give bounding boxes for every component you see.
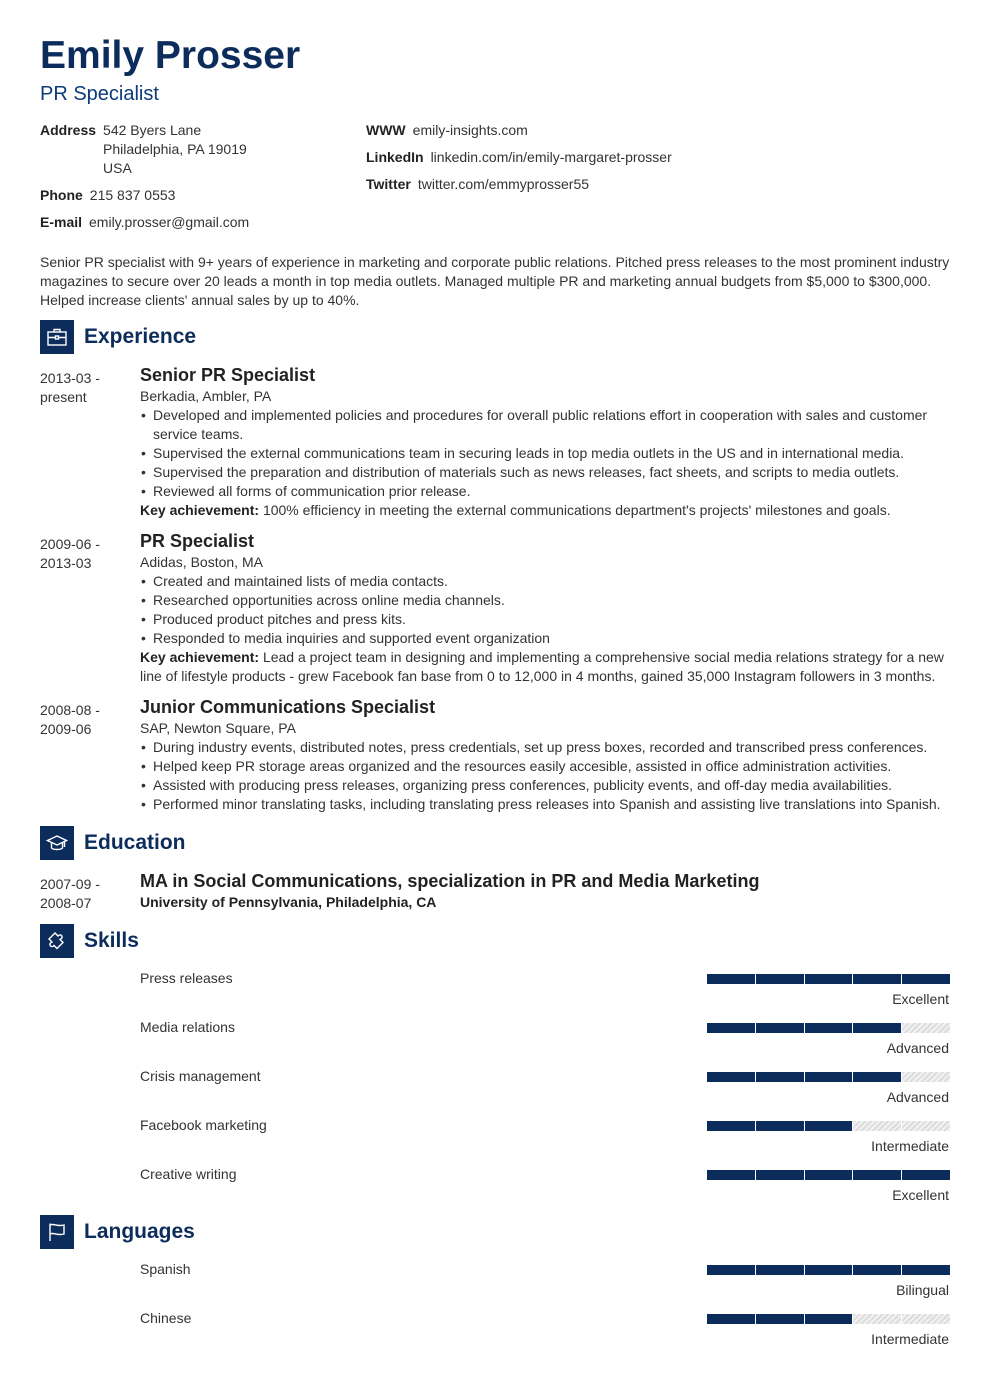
rating-segment-filled [805, 974, 853, 984]
skills-header [40, 924, 139, 958]
rating-bar [707, 1314, 950, 1324]
duty-item: • Researched opportunities across online media channels. [140, 591, 952, 610]
date-end: 2009-06 [40, 721, 92, 737]
skill-name: Media relations [140, 1019, 235, 1035]
key-achievement [140, 501, 952, 520]
duty-item: • Created and maintained lists of media contacts. [140, 572, 952, 591]
www-row [366, 121, 846, 140]
date-start: 2008-08 - [40, 702, 100, 718]
entry-body [140, 871, 952, 912]
rating-segment-empty [853, 1314, 901, 1324]
rating-segment-filled [756, 1170, 804, 1180]
rating-bar [707, 1072, 950, 1082]
duty-item: • Developed and implemented policies and procedures for overall public relations effort in cooperation with sales and customer service teams. [140, 406, 952, 444]
rating-segment-filled [707, 1265, 755, 1275]
graduation-cap-icon [40, 826, 74, 860]
rating-segment-filled [805, 1121, 853, 1131]
linkedin-row [366, 148, 846, 167]
job-title: PR Specialist [40, 83, 159, 105]
rating-segment-filled [805, 1170, 853, 1180]
entry-body [140, 531, 952, 686]
rating-segment-filled [756, 1265, 804, 1275]
languages-title: Languages [84, 1220, 195, 1243]
rating-segment-filled [707, 1072, 755, 1082]
phone-value: 215 837 0553 [89, 187, 176, 203]
rating-segment-filled [902, 1265, 950, 1275]
address-label: Address [40, 122, 97, 138]
candidate-name: Emily Prosser [40, 34, 301, 77]
entry-date [40, 535, 130, 573]
employer: Adidas, Boston, MA [140, 554, 263, 570]
twitter-value[interactable]: twitter.com/emmyprosser55 [417, 176, 590, 192]
achievement-text: 100% efficiency in meeting the external communications department's projects' milestones and goals. [262, 502, 891, 518]
proficiency-level: Advanced [886, 1089, 949, 1105]
phone-label: Phone [40, 187, 83, 203]
entry-date [40, 701, 130, 739]
address-line: Philadelphia, PA 19019 [103, 141, 247, 157]
rating-bar [707, 1121, 950, 1131]
skill-name: Creative writing [140, 1166, 237, 1182]
language-name: Chinese [140, 1310, 192, 1326]
rating-segment-empty [902, 1121, 950, 1131]
rating-bar [707, 1170, 950, 1180]
rating-segment-filled [853, 1265, 901, 1275]
rating-segment-empty [902, 1072, 950, 1082]
employer: SAP, Newton Square, PA [140, 720, 296, 736]
rating-segment-filled [707, 1023, 755, 1033]
entry-body [140, 697, 952, 814]
rating-segment-filled [853, 974, 901, 984]
rating-segment-filled [756, 1023, 804, 1033]
rating-segment-empty [902, 1023, 950, 1033]
rating-segment-filled [902, 974, 950, 984]
duties-list [140, 572, 952, 648]
rating-segment-filled [805, 1265, 853, 1275]
rating-segment-filled [853, 1072, 901, 1082]
proficiency-level: Advanced [886, 1040, 949, 1056]
language-row [40, 1309, 952, 1349]
address-row [40, 121, 340, 178]
contact-left [40, 121, 340, 240]
flag-icon [40, 1215, 74, 1249]
experience-title: Experience [84, 325, 197, 348]
proficiency-level: Bilingual [896, 1282, 949, 1298]
contact-right [366, 121, 846, 202]
rating-segment-filled [756, 1314, 804, 1324]
languages-header [40, 1215, 195, 1249]
rating-segment-filled [707, 974, 755, 984]
rating-segment-filled [902, 1170, 950, 1180]
achievement-label: Key achievement: [140, 649, 260, 665]
date-end: 2013-03 [40, 555, 92, 571]
education-header [40, 826, 186, 860]
rating-segment-filled [756, 974, 804, 984]
duty-item: • Performed minor translating tasks, including translating press releases into Spanish and assisting live translations into Spanish. [140, 795, 952, 814]
email-row [40, 213, 340, 232]
puzzle-icon [40, 924, 74, 958]
email-label: E-mail [40, 214, 83, 230]
linkedin-label: LinkedIn [366, 149, 424, 165]
duty-item: • Supervised the preparation and distribution of materials such as news releases, fact sheets, and scripts to media outlets. [140, 463, 952, 482]
duties-list [140, 738, 952, 814]
skill-row [40, 1067, 952, 1107]
rating-bar [707, 974, 950, 984]
twitter-label: Twitter [366, 176, 411, 192]
duties-list [140, 406, 952, 501]
proficiency-level: Excellent [892, 991, 949, 1007]
rating-segment-empty [902, 1314, 950, 1324]
www-value[interactable]: emily-insights.com [412, 122, 528, 138]
language-name: Spanish [140, 1261, 191, 1277]
profile-summary: Senior PR specialist with 9+ years of experience in marketing and corporate public relations. Pitched press releases to the most prominent industry magazines to secure over 20 leads a month in top media outlets. Managed multiple PR and marketing annual budgets from $5,000 to $300,000. Helped increase clients' annual sales by up to 40%. [40, 254, 950, 308]
duty-item: • Helped keep PR storage areas organized and the resources easily accesible, assisted in office administration activities. [140, 757, 952, 776]
key-achievement [140, 648, 952, 686]
entry-body [140, 365, 952, 520]
school: University of Pennsylvania, Philadelphia, CA [140, 894, 437, 910]
duty-item: • Reviewed all forms of communication prior release. [140, 482, 952, 501]
skill-row [40, 1116, 952, 1156]
achievement-label: Key achievement: [140, 502, 260, 518]
address-line: USA [103, 160, 132, 176]
rating-segment-filled [853, 1170, 901, 1180]
rating-segment-filled [805, 1314, 853, 1324]
rating-segment-filled [853, 1023, 901, 1033]
skill-name: Press releases [140, 970, 233, 986]
phone-row [40, 186, 340, 205]
twitter-row [366, 175, 846, 194]
duty-item: • Responded to media inquiries and supported event organization [140, 629, 952, 648]
address-line: 542 Byers Lane [103, 122, 202, 138]
rating-bar [707, 1265, 950, 1275]
address-value [103, 121, 247, 178]
rating-segment-filled [756, 1121, 804, 1131]
experience-header [40, 320, 196, 354]
proficiency-level: Excellent [892, 1187, 949, 1203]
rating-bar [707, 1023, 950, 1033]
duty-item: • Assisted with producing press releases, organizing press conferences, publicity events, and off-day media availabilities. [140, 776, 952, 795]
date-start: 2009-06 - [40, 536, 100, 552]
briefcase-icon [40, 320, 74, 354]
skill-row [40, 1018, 952, 1058]
linkedin-value[interactable]: linkedin.com/in/emily-margaret-prosser [430, 149, 672, 165]
entry-date [40, 369, 130, 407]
position-title: PR Specialist [140, 531, 255, 551]
skill-name: Facebook marketing [140, 1117, 267, 1133]
degree-title: MA in Social Communications, specialization in PR and Media Marketing [140, 871, 760, 891]
rating-segment-filled [805, 1072, 853, 1082]
rating-segment-filled [707, 1121, 755, 1131]
position-title: Senior PR Specialist [140, 365, 316, 385]
date-start: 2013-03 - [40, 370, 100, 386]
rating-segment-filled [707, 1170, 755, 1180]
education-title: Education [84, 831, 186, 854]
date-end: present [40, 389, 87, 405]
rating-segment-empty [853, 1121, 901, 1131]
position-title: Junior Communications Specialist [140, 697, 436, 717]
achievement-text: Lead a project team in designing and implementing a comprehensive social media relations strategy for a new line of lifestyle products - grew Facebook fan base from 0 to 12,000 in 4 months, gained 35,000 Instagram followers in 3 months. [140, 649, 944, 684]
rating-segment-filled [756, 1072, 804, 1082]
skill-row [40, 969, 952, 1009]
language-row [40, 1260, 952, 1300]
skill-name: Crisis management [140, 1068, 261, 1084]
skill-row [40, 1165, 952, 1205]
proficiency-level: Intermediate [871, 1138, 949, 1154]
duty-item: • Supervised the external communications team in securing leads in top media outlets in the US and in international media. [140, 444, 952, 463]
date-start: 2007-09 - [40, 876, 100, 892]
duty-item: • Produced product pitches and press kits. [140, 610, 952, 629]
email-value[interactable]: emily.prosser@gmail.com [89, 214, 250, 230]
duty-item: • During industry events, distributed notes, press credentials, set up press boxes, recorded and transcribed press conferences. [140, 738, 952, 757]
entry-date [40, 875, 130, 913]
skills-title: Skills [84, 929, 139, 952]
rating-segment-filled [707, 1314, 755, 1324]
employer: Berkadia, Ambler, PA [140, 388, 272, 404]
rating-segment-filled [805, 1023, 853, 1033]
date-end: 2008-07 [40, 895, 92, 911]
www-label: WWW [366, 122, 406, 138]
proficiency-level: Intermediate [871, 1331, 949, 1347]
